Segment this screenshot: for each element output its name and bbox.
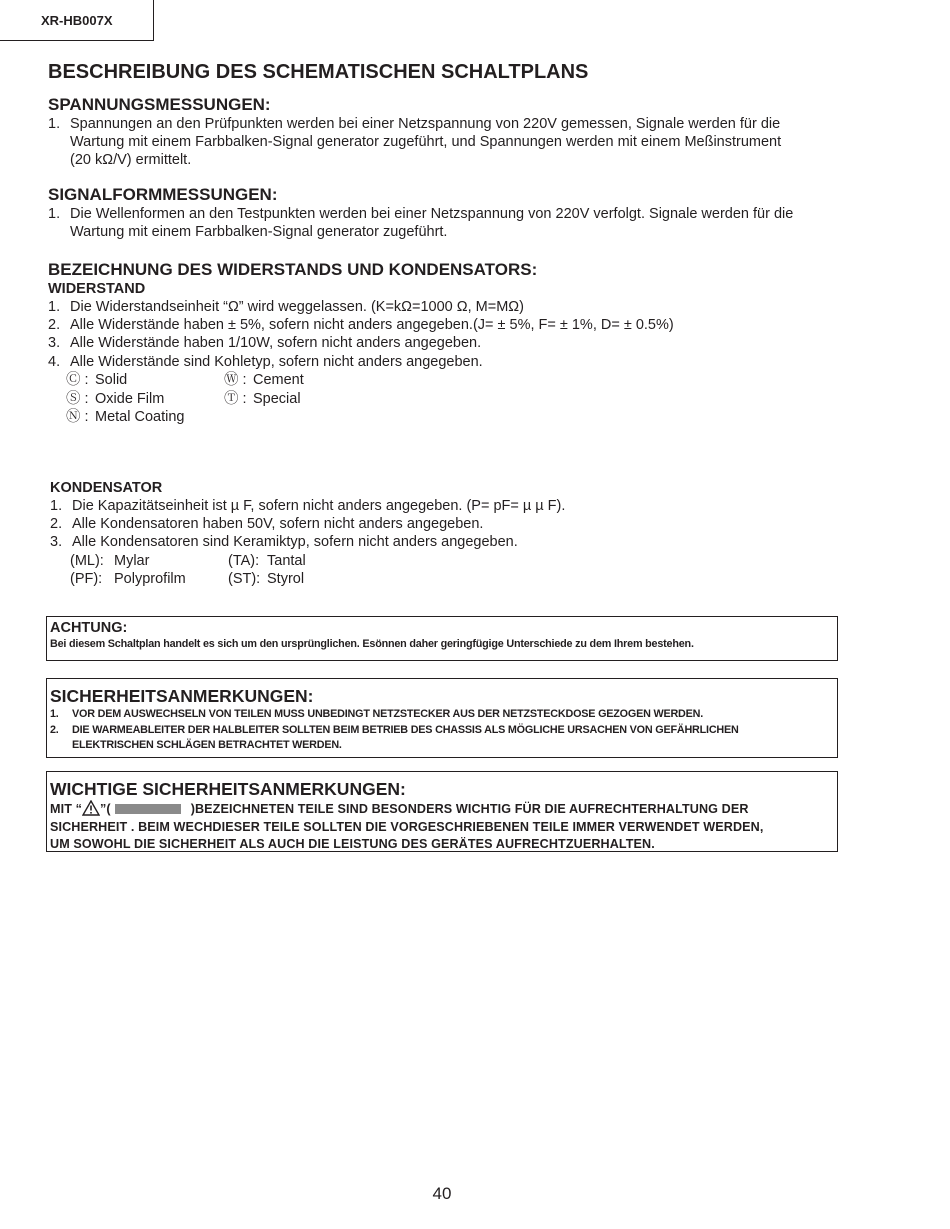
resistor-subheading: WIDERSTAND	[48, 281, 146, 298]
resistor-code-symbol: Ⓣ :	[224, 390, 247, 407]
designation-heading: BEZEICHNUNG DES WIDERSTANDS UND KONDENSATORS:	[48, 260, 538, 280]
capacitor-item: 2. Alle Kondensatoren haben 50V, sofern nicht anders angegeben.	[50, 516, 484, 533]
capacitor-list	[50, 497, 840, 552]
resistor-item: 4. Alle Widerstände sind Kohletyp, sofern nicht anders angegeben.	[48, 353, 483, 370]
capacitor-code-symbol: (ML):	[70, 552, 104, 569]
caution-box	[46, 616, 838, 661]
resistor-item: 1. Die Widerstandseinheit “Ω” wird weggelassen. (K=kΩ=1000 Ω, M=MΩ)	[48, 299, 524, 316]
capacitor-code-symbol: (TA):	[228, 552, 260, 569]
capacitor-code-symbol: (ST):	[228, 570, 261, 587]
designation-section	[48, 260, 840, 588]
important-safety-line: MIT “ ”( )BEZEICHNETEN TEILE SIND BESONDERS WICHTIG FÜR DIE AUFRECHTERHALTUNG DER	[50, 801, 749, 816]
capacitor-code-label: Styrol	[267, 570, 305, 587]
capacitor-code-label: Polyprofilm	[114, 570, 186, 587]
model-number-tab	[0, 0, 154, 41]
capacitor-code-label: Mylar	[114, 552, 150, 569]
safety-notes-title: SICHERHEITSANMERKUNGEN:	[50, 686, 314, 706]
resistor-code-symbol: Ⓦ :	[224, 371, 247, 388]
resistor-code-label: Oxide Film	[95, 390, 165, 407]
voltage-heading: SPANNUNGSMESSUNGEN:	[48, 95, 271, 114]
resistor-code-label: Solid	[95, 371, 128, 388]
resistor-code-symbol: Ⓝ :	[66, 409, 89, 426]
resistor-code-label: Metal Coating	[95, 409, 185, 426]
capacitor-section	[50, 479, 840, 588]
waveform-section	[48, 185, 840, 241]
safety-notes-list	[50, 707, 834, 754]
main-content	[48, 60, 840, 588]
important-safety-line: SICHERHEIT . BEIM WECHDIESER TEILE SOLLTEN DIE VORGESCHRIEBENEN TEILE IMMER VERWENDET WERDEN,	[50, 820, 764, 834]
resistor-code-label: Special	[253, 390, 301, 407]
important-safety-box	[46, 771, 838, 852]
resistor-list	[48, 298, 840, 371]
waveform-heading: SIGNALFORMMESSUNGEN:	[48, 184, 278, 204]
capacitor-code-label: Tantal	[267, 552, 306, 569]
voltage-section	[48, 95, 840, 170]
capacitor-item: 3. Alle Kondensatoren sind Keramiktyp, sofern nicht anders angegeben.	[50, 534, 518, 551]
important-safety-line: UM SOWOHL DIE SICHERHEIT ALS AUCH DIE LEISTUNG DES GERÄTES AUFRECHTZUERHALTEN.	[50, 836, 655, 851]
caution-text: Bei diesem Schaltplan handelt es sich um den ursprünglichen. Esönnen daher geringfügige Unterschiede zu dem Ihrem bestehen.	[50, 638, 694, 650]
resistor-code-symbol: Ⓒ :	[66, 371, 89, 388]
waveform-item-1: 1. Die Wellenformen an den Testpunkten werden bei einer Netzspannung von 220V verfolgt. Signale werden für die Wartung mit einem Farbbalken-Signal generator zugeführt.	[48, 205, 794, 240]
model-number: XR-HB007X	[41, 13, 113, 28]
critical-part-marker	[115, 804, 181, 814]
safety-note-item: 1. VOR DEM AUSWECHSELN VON TEILEN MUSS UNBEDINGT NETZSTECKER AUS DER NETZSTECKDOSE GEZOGEN WERDEN.	[50, 708, 704, 720]
capacitor-code-symbol: (PF):	[70, 570, 103, 587]
page-title: BESCHREIBUNG DES SCHEMATISCHEN SCHALTPLANS	[48, 61, 589, 83]
safety-note-item: 2. DIE WARMEABLEITER DER HALBLEITER SOLLTEN BEIM BETRIEB DES CHASSIS ALS MÖGLICHE URSACHEN VON GEFÄHRLICHEN ELEKTRISCHEN SCHLÄGEN BETRACHTET WERDEN.	[50, 723, 739, 751]
voltage-item-1: 1. Spannungen an den Prüfpunkten werden bei einer Netzspannung von 220V gemessen, Signale werden für die Wartung mit einem Farbbalken-Signal generator zugeführt, und Spannungen werden mit einem Meßinstrument (20 kΩ/V) ermittelt.	[48, 116, 782, 169]
important-safety-title: WICHTIGE SICHERHEITSANMERKUNGEN:	[50, 779, 406, 799]
resistor-item: 2. Alle Widerstände haben ± 5%, sofern nicht anders angegeben.(J= ± 5%, F= ± 1%, D= ± 0.5%)	[48, 317, 674, 334]
safety-notes-box	[46, 678, 838, 758]
capacitor-subheading: KONDENSATOR	[50, 479, 163, 496]
resistor-code-symbol: Ⓢ :	[66, 390, 89, 407]
resistor-item: 3. Alle Widerstände haben 1/10W, sofern nicht anders angegeben.	[48, 335, 482, 352]
capacitor-codes	[70, 552, 840, 588]
warning-triangle-icon	[82, 800, 100, 816]
resistor-codes	[66, 371, 840, 427]
resistor-code-label: Cement	[253, 371, 304, 388]
caution-title: ACHTUNG:	[50, 620, 128, 636]
page-number: 40	[432, 1184, 452, 1203]
capacitor-item: 1. Die Kapazitätseinheit ist µ F, sofern nicht anders angegeben. (P= pF= µ µ F).	[50, 497, 566, 514]
